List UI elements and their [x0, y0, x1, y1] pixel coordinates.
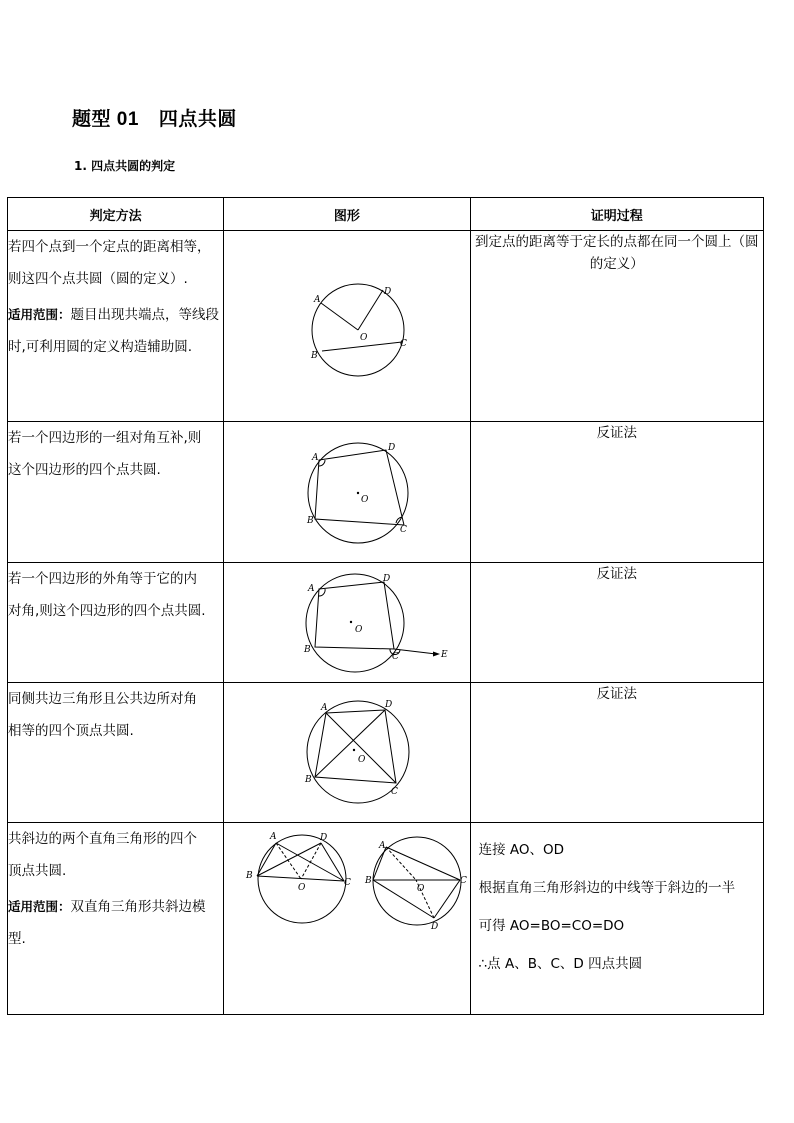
label-c: C — [460, 876, 468, 886]
method-line: 若一个四边形的外角等于它的内 — [8, 571, 197, 587]
method-cell — [8, 683, 224, 823]
scope-note — [8, 891, 223, 955]
label-b: B — [246, 871, 253, 881]
scope-text: 题目出现共端点，等线段时,可利用圆的定义构造辅助圆. — [8, 307, 220, 355]
scope-label: 适用范围： — [8, 899, 71, 914]
section-subtitle: 1. 四点共圆的判定 — [74, 159, 176, 173]
table-row — [8, 683, 764, 823]
label-a: A — [379, 841, 386, 851]
figure-cell — [224, 231, 470, 422]
figure-equal-inscribed-angles — [224, 683, 470, 821]
header-proof: 证明过程 — [470, 198, 763, 231]
figure-cell — [224, 563, 470, 683]
title-text: 四点共圆 — [158, 108, 237, 130]
method-line: 若一个四边形的一组对角互补,则 — [8, 430, 202, 446]
table-header-row — [8, 198, 764, 231]
header-method: 判定方法 — [8, 198, 224, 231]
method-cell — [8, 823, 224, 1015]
scope-label: 适用范围： — [8, 307, 71, 322]
label-a: A — [314, 295, 321, 305]
criteria-table — [7, 197, 764, 1015]
method-line: 对角,则这个四边形的四个点共圆. — [8, 603, 206, 619]
label-b: B — [311, 351, 318, 361]
method-cell — [8, 563, 224, 683]
method-line: 共斜边的两个直角三角形的四个 — [8, 831, 197, 847]
method-line: 同侧共边三角形且公共边所对角 — [8, 691, 197, 707]
method-line: 顶点共圆. — [8, 863, 67, 879]
proof-cell: 反证法 — [470, 422, 763, 563]
label-b: B — [365, 876, 372, 886]
label-o: O — [358, 755, 366, 765]
method-line: 这个四边形的四个点共圆. — [8, 462, 161, 478]
label-b: B — [305, 775, 312, 785]
label-c: C — [400, 525, 408, 535]
label-o: O — [417, 884, 425, 894]
label-o: O — [298, 883, 306, 893]
figure-circle-equidistant — [224, 231, 470, 421]
method-cell — [8, 231, 224, 422]
figure-exterior-angle — [224, 563, 470, 681]
header-figure: 图形 — [224, 198, 470, 231]
proof-cell: 到定点的距离等于定长的点都在同一个圆上（圆的定义） — [470, 231, 763, 422]
label-c: C — [392, 652, 400, 662]
label-d: D — [383, 574, 391, 584]
label-o: O — [355, 625, 363, 635]
proof-line: 根据直角三角形斜边的中线等于斜边的一半 — [478, 880, 736, 896]
table-row — [8, 823, 764, 1015]
label-e: E — [441, 650, 448, 660]
figure-common-hypotenuse — [224, 823, 470, 933]
title-number: 题型 01 — [72, 109, 139, 130]
figure-cyclic-quadrilateral — [224, 422, 470, 562]
proof-line: ∴点 A、B、C、D 四点共圆 — [478, 956, 643, 972]
label-a: A — [270, 832, 277, 842]
label-a: A — [312, 453, 319, 463]
label-d: D — [385, 700, 393, 710]
table-row — [8, 422, 764, 563]
proof-cell: 反证法 — [470, 563, 763, 683]
label-o: O — [360, 333, 368, 343]
proof-cell: 反证法 — [470, 683, 763, 823]
label-d: D — [320, 833, 328, 843]
label-d: D — [384, 287, 392, 297]
method-cell — [8, 422, 224, 563]
label-c: C — [391, 787, 399, 797]
label-d: D — [388, 443, 396, 453]
figure-cell — [224, 823, 470, 1015]
label-o: O — [361, 495, 369, 505]
label-a: A — [308, 584, 315, 594]
proof-line: 连接 AO、OD — [478, 842, 565, 858]
label-b: B — [307, 516, 314, 526]
table-row — [8, 563, 764, 683]
method-line: 则这四个点共圆（圆的定义）. — [8, 271, 188, 287]
proof-cell — [470, 823, 763, 1015]
label-a: A — [321, 703, 328, 713]
scope-note — [8, 299, 223, 363]
figure-cell — [224, 683, 470, 823]
method-line: 相等的四个顶点共圆. — [8, 723, 134, 739]
label-d: D — [431, 922, 439, 932]
method-line: 若四个点到一个定点的距离相等， — [8, 239, 211, 255]
scope-text: 双直角三角形共斜边模型. — [8, 899, 206, 947]
label-c: C — [400, 339, 408, 349]
figure-cell — [224, 422, 470, 563]
table-row — [8, 231, 764, 422]
proof-line: 可得 AO=BO=CO=DO — [478, 918, 625, 934]
label-c: C — [344, 878, 352, 888]
label-b: B — [304, 645, 311, 655]
page-title — [72, 104, 237, 131]
